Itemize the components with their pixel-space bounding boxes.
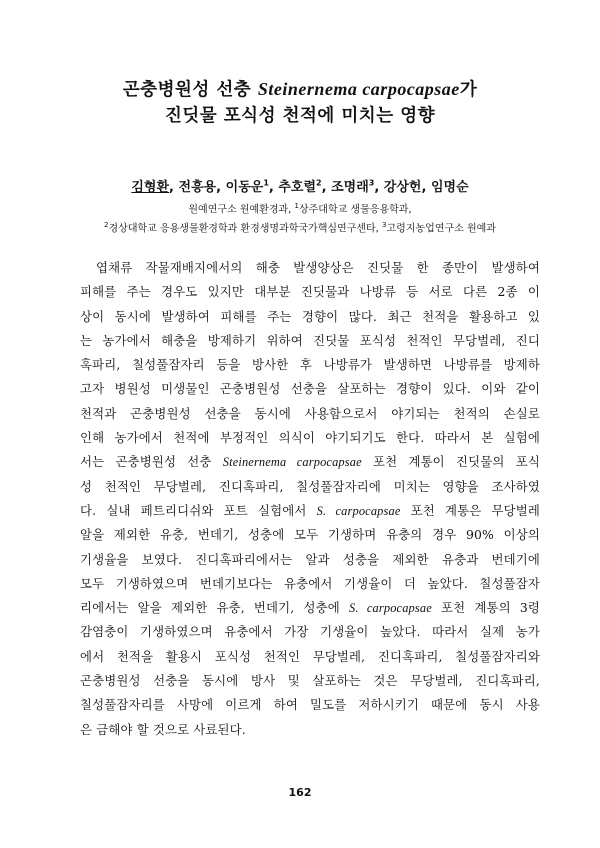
- affiliation-mark: 3: [382, 221, 387, 229]
- paper-title-line-1: [60, 76, 540, 103]
- abstract-text: 포천 계통이 진딧물의 포식: [361, 454, 540, 470]
- title-particle: 가: [459, 80, 478, 100]
- scientific-name: S. carpocapsae: [316, 503, 401, 518]
- affiliation-mark: 1: [263, 178, 269, 188]
- affiliation-mark: 3: [368, 178, 375, 188]
- title-text: 곤충병원성 선충: [122, 80, 258, 100]
- abstract-line: 성 천적인 무당벌레, 진디혹파리, 칠성풀잠자리에 미치는 영향을 조사하였: [80, 478, 540, 494]
- abstract-text: 다. 실내 페트리디쉬와 포트 실험에서: [80, 502, 317, 518]
- abstract-line: 엽채류 작물재배지에서의 해충 발생양상은 진딧물 한 종만이 발생하여: [96, 260, 540, 275]
- abstract-line: 상이 동시에 발생하여 피해를 주는 경향이 많다. 최근 천적을 활용하고 있: [80, 308, 540, 324]
- paper-title-line-2: 진딧물 포식성 천적에 미치는 영향: [164, 106, 436, 126]
- scientific-name: S. carpocapsae: [349, 601, 432, 616]
- abstract-line: 는 농가에서 해충을 방제하기 위하여 진딧물 포식성 천적인 무당벌레, 진디: [80, 332, 540, 348]
- affiliation-text: 상주대학교 생물응용학과,: [298, 204, 412, 216]
- abstract-line: 모두 기생하였으며 번데기보다는 유충에서 기생율이 더 높았다. 칠성풀잠자: [80, 575, 540, 591]
- abstract-text: 리에서는 알을 제외한 유충, 번데기, 성충에: [80, 600, 349, 616]
- abstract-line: 칠성풀잠자리를 사망에 이르게 하여 밀도를 저하시키기 때문에 동시 사용: [80, 697, 540, 713]
- abstract-line: 천적과 곤충병원성 선충을 동시에 사용함으로서 야기되는 천적의 손실로: [80, 405, 540, 421]
- abstract-line: 감염충이 기생하였으며 유충에서 가장 기생율이 높았다. 따라서 실제 농가: [80, 624, 540, 640]
- abstract-text: 포천 계통의 3령: [431, 600, 541, 616]
- affiliation-mark: 2: [104, 221, 109, 229]
- abstract-line: 피해를 주는 경우도 있지만 대부분 진딧물과 나방류 등 서로 다른 2종 이: [80, 284, 540, 300]
- presenting-author: 김형환: [131, 180, 170, 195]
- affiliation-line-1: [40, 199, 560, 217]
- abstract-text: 서는 곤충병원성 선충: [80, 454, 223, 470]
- affiliation-text: 고령지농업연구소 원예과: [386, 223, 496, 235]
- abstract-line: [80, 450, 540, 474]
- abstract-line: 곤충병원성 선충을 동시에 방사 및 살포하는 것은 무당벌레, 진디혹파리,: [80, 673, 540, 689]
- title-scientific-name: Steinernema carpocapsae: [257, 79, 460, 99]
- author-names: , 추호렬: [268, 180, 317, 195]
- author-list: [60, 176, 540, 195]
- affiliation-text: 원예연구소 원예환경과,: [188, 204, 295, 216]
- abstract-line: 혹파리, 칠성풀잠자리 등을 방사한 후 나방류가 발생하면 나방류를 방제하: [80, 357, 540, 373]
- abstract-line: 알을 제외한 유충, 번데기, 성충에 모두 기생하며 유충의 경우 90% 이상의: [80, 527, 540, 543]
- abstract-line: 은 금해야 할 것으로 사료된다.: [80, 721, 246, 737]
- scientific-name: Steinernema carpocapsae: [222, 455, 362, 470]
- author-names: , 강상헌, 임명순: [374, 180, 469, 195]
- abstract-line: 인해 농가에서 천적에 부정적인 의식이 야기되기도 한다. 따라서 본 실험에: [80, 430, 540, 446]
- affiliation-mark: 1: [294, 202, 299, 210]
- abstract-body: [80, 256, 540, 742]
- author-names: , 조명래: [321, 180, 369, 195]
- abstract-line: [80, 499, 540, 523]
- page-number: 162: [288, 786, 312, 799]
- abstract-line: [80, 596, 540, 620]
- abstract-line: 고자 병원성 미생물인 곤충병원성 선충을 살포하는 경향이 있다. 이와 같이: [80, 381, 540, 397]
- affiliation-mark: 2: [316, 178, 322, 188]
- affiliation-text: 경상대학교 응용생물환경학과 환경생명과학국가핵심연구센타,: [108, 223, 383, 235]
- abstract-line: 기생율을 보였다. 진디혹파리에서는 알과 성충을 제외한 유충과 번데기에: [80, 551, 540, 567]
- author-names: , 전흥용, 이동운: [169, 180, 264, 195]
- abstract-line: 에서 천적을 활용시 포식성 천적인 무당벌레, 진디혹파리, 칠성풀잠자리와: [80, 648, 540, 664]
- abstract-text: 포천 계통은 무당벌레: [400, 502, 540, 518]
- affiliation-line-2: [40, 218, 560, 236]
